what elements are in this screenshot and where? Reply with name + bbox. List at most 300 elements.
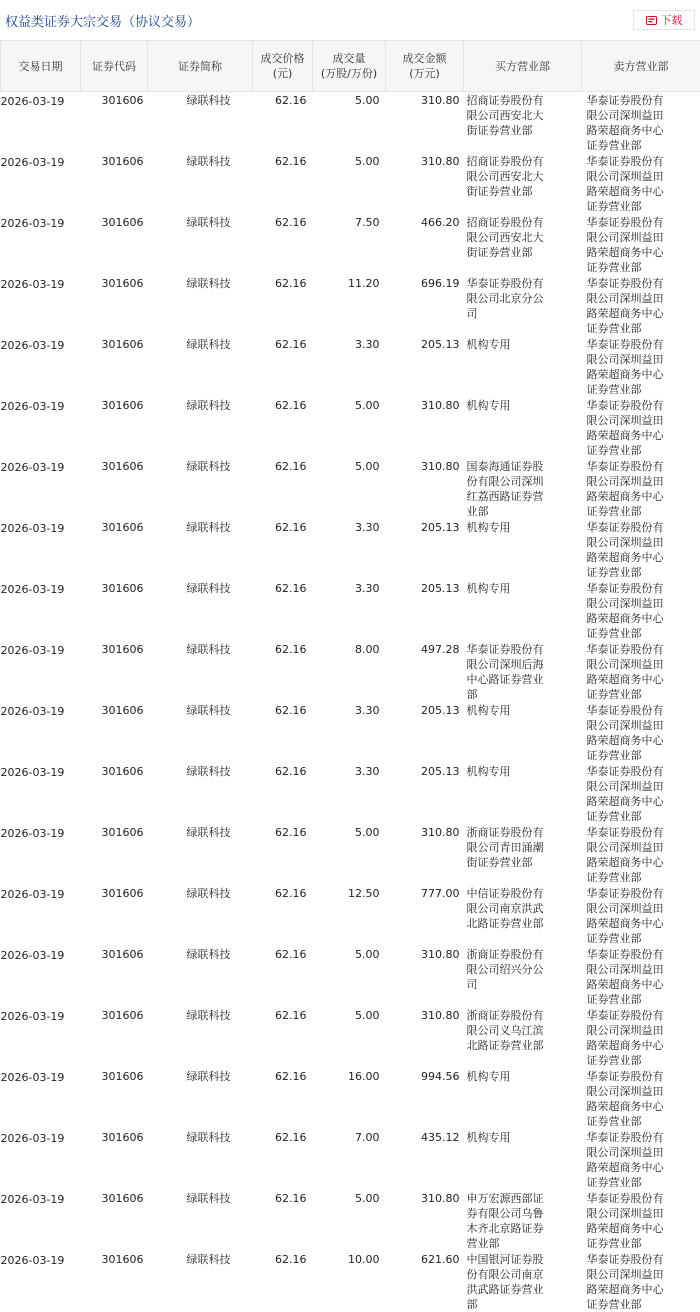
cell-price-text: 62.16: [253, 336, 307, 352]
cell-buyer-text: 机构专用: [467, 580, 552, 596]
table-row: [1, 946, 700, 1007]
cell-code: [81, 214, 148, 275]
cell-code-text: 301606: [81, 946, 144, 962]
cell-seller: [582, 702, 700, 763]
cell-amount-text: 205.13: [386, 702, 460, 718]
cell-date-text: 2026-03-19: [1, 825, 81, 841]
cell-price: [253, 1129, 313, 1190]
cell-buyer-text: 机构专用: [467, 702, 552, 718]
cell-price: [253, 397, 313, 458]
cell-date: [1, 1251, 81, 1312]
cell-amount-text: 435.12: [386, 1129, 460, 1145]
cell-code: [81, 580, 148, 641]
cell-price-text: 62.16: [253, 885, 307, 901]
cell-code-text: 301606: [81, 397, 144, 413]
cell-volume-text: 5.00: [313, 824, 380, 840]
cell-amount: [386, 946, 464, 1007]
table-row: [1, 519, 700, 580]
cell-name-text: 绿联科技: [148, 458, 231, 474]
cell-buyer: [464, 1129, 582, 1190]
table-row: [1, 275, 700, 336]
cell-seller-text: 华泰证券股份有限公司深圳益田路荣超商务中心证券营业部: [587, 519, 672, 580]
cell-code: [81, 92, 148, 154]
cell-code: [81, 702, 148, 763]
cell-price: [253, 885, 313, 946]
table-row: [1, 1129, 700, 1190]
cell-buyer-text: 招商证券股份有限公司西安北大街证券营业部: [467, 214, 552, 260]
cell-name: [148, 702, 253, 763]
cell-price-text: 62.16: [253, 763, 307, 779]
cell-date: [1, 1007, 81, 1068]
cell-price: [253, 92, 313, 154]
cell-volume: [313, 397, 386, 458]
cell-code: [81, 824, 148, 885]
table-row: [1, 702, 700, 763]
cell-volume: [313, 458, 386, 519]
cell-seller: [582, 1251, 700, 1312]
cell-name: [148, 946, 253, 1007]
cell-seller: [582, 946, 700, 1007]
cell-date-text: 2026-03-19: [1, 581, 81, 597]
cell-seller: [582, 458, 700, 519]
cell-code-text: 301606: [81, 153, 144, 169]
cell-name-text: 绿联科技: [148, 763, 231, 779]
cell-buyer: [464, 1251, 582, 1312]
cell-volume: [313, 1129, 386, 1190]
cell-amount: [386, 1251, 464, 1312]
cell-amount: [386, 336, 464, 397]
cell-price: [253, 1190, 313, 1251]
cell-date: [1, 763, 81, 824]
cell-code-text: 301606: [81, 702, 144, 718]
cell-name: [148, 763, 253, 824]
cell-date-text: 2026-03-19: [1, 642, 81, 658]
cell-amount-text: 310.80: [386, 153, 460, 169]
cell-date: [1, 702, 81, 763]
cell-price-text: 62.16: [253, 153, 307, 169]
table-row: [1, 153, 700, 214]
cell-amount-text: 621.60: [386, 1251, 460, 1267]
cell-name-text: 绿联科技: [148, 214, 231, 230]
cell-name-text: 绿联科技: [148, 336, 231, 352]
cell-seller-text: 华泰证券股份有限公司深圳益田路荣超商务中心证券营业部: [587, 641, 672, 702]
cell-code-text: 301606: [81, 1007, 144, 1023]
cell-price-text: 62.16: [253, 275, 307, 291]
cell-name-text: 绿联科技: [148, 885, 231, 901]
cell-amount-text: 310.80: [386, 92, 460, 108]
cell-amount: [386, 214, 464, 275]
cell-code: [81, 1190, 148, 1251]
cell-date-text: 2026-03-19: [1, 154, 81, 170]
cell-name-text: 绿联科技: [148, 641, 231, 657]
cell-amount: [386, 397, 464, 458]
cell-price: [253, 580, 313, 641]
cell-amount-text: 994.56: [386, 1068, 460, 1084]
cell-volume-text: 3.30: [313, 336, 380, 352]
cell-volume-text: 7.00: [313, 1129, 380, 1145]
cell-code: [81, 885, 148, 946]
cell-date: [1, 397, 81, 458]
cell-seller-text: 华泰证券股份有限公司深圳益田路荣超商务中心证券营业部: [587, 1190, 672, 1251]
cell-price: [253, 641, 313, 702]
cell-seller: [582, 1190, 700, 1251]
cell-buyer-text: 机构专用: [467, 763, 552, 779]
cell-name-text: 绿联科技: [148, 824, 231, 840]
cell-amount: [386, 1007, 464, 1068]
cell-amount: [386, 458, 464, 519]
cell-date-text: 2026-03-19: [1, 1191, 81, 1207]
cell-seller-text: 华泰证券股份有限公司深圳益田路荣超商务中心证券营业部: [587, 824, 672, 885]
table-row: [1, 763, 700, 824]
cell-code-text: 301606: [81, 1068, 144, 1084]
cell-volume-text: 5.00: [313, 946, 380, 962]
cell-buyer: [464, 580, 582, 641]
cell-volume: [313, 702, 386, 763]
section-header: [0, 0, 700, 38]
cell-volume-text: 5.00: [313, 1007, 380, 1023]
cell-seller-text: 华泰证券股份有限公司深圳益田路荣超商务中心证券营业部: [587, 92, 672, 153]
cell-name: [148, 885, 253, 946]
cell-name: [148, 214, 253, 275]
cell-code-text: 301606: [81, 336, 144, 352]
table-row: [1, 824, 700, 885]
cell-code: [81, 1251, 148, 1312]
cell-price-text: 62.16: [253, 397, 307, 413]
cell-amount: [386, 885, 464, 946]
cell-price-text: 62.16: [253, 1251, 307, 1267]
cell-code-text: 301606: [81, 763, 144, 779]
cell-amount: [386, 1068, 464, 1129]
table-row: [1, 885, 700, 946]
cell-code: [81, 1007, 148, 1068]
cell-name-text: 绿联科技: [148, 946, 231, 962]
header-row: [1, 41, 700, 92]
cell-seller-text: 华泰证券股份有限公司深圳益田路荣超商务中心证券营业部: [587, 1129, 672, 1190]
cell-date: [1, 946, 81, 1007]
cell-amount-text: 777.00: [386, 885, 460, 901]
cell-date-text: 2026-03-19: [1, 1130, 81, 1146]
cell-name: [148, 458, 253, 519]
cell-volume: [313, 153, 386, 214]
cell-volume: [313, 1007, 386, 1068]
table-header: [1, 41, 700, 92]
cell-volume: [313, 275, 386, 336]
cell-seller-text: 华泰证券股份有限公司深圳益田路荣超商务中心证券营业部: [587, 1068, 672, 1129]
cell-buyer-text: 招商证券股份有限公司西安北大街证券营业部: [467, 92, 552, 138]
cell-buyer: [464, 1007, 582, 1068]
cell-seller-text: 华泰证券股份有限公司深圳益田路荣超商务中心证券营业部: [587, 885, 672, 946]
cell-price-text: 62.16: [253, 92, 307, 108]
cell-volume: [313, 519, 386, 580]
cell-seller: [582, 397, 700, 458]
cell-code-text: 301606: [81, 824, 144, 840]
cell-code-text: 301606: [81, 214, 144, 230]
cell-seller-text: 华泰证券股份有限公司深圳益田路荣超商务中心证券营业部: [587, 1007, 672, 1068]
cell-buyer: [464, 763, 582, 824]
cell-name-text: 绿联科技: [148, 1007, 231, 1023]
cell-buyer-text: 机构专用: [467, 519, 552, 535]
cell-buyer: [464, 336, 582, 397]
cell-date-text: 2026-03-19: [1, 764, 81, 780]
cell-price: [253, 458, 313, 519]
cell-seller-text: 华泰证券股份有限公司深圳益田路荣超商务中心证券营业部: [587, 214, 672, 275]
cell-amount-text: 310.80: [386, 397, 460, 413]
cell-buyer-text: 中信证券股份有限公司南京洪武北路证券营业部: [467, 885, 552, 931]
page-title: 权益类证券大宗交易（协议交易）: [5, 11, 200, 30]
cell-seller-text: 华泰证券股份有限公司深圳益田路荣超商务中心证券营业部: [587, 580, 672, 641]
cell-price-text: 62.16: [253, 1007, 307, 1023]
cell-date: [1, 458, 81, 519]
cell-seller: [582, 214, 700, 275]
cell-buyer: [464, 885, 582, 946]
cell-buyer: [464, 153, 582, 214]
cell-price: [253, 702, 313, 763]
table-row: [1, 1007, 700, 1068]
table-row: [1, 92, 700, 154]
cell-seller: [582, 763, 700, 824]
cell-price-text: 62.16: [253, 519, 307, 535]
cell-volume: [313, 824, 386, 885]
cell-name-text: 绿联科技: [148, 275, 231, 291]
cell-code: [81, 946, 148, 1007]
cell-date: [1, 580, 81, 641]
cell-date: [1, 214, 81, 275]
cell-code: [81, 458, 148, 519]
cell-name-text: 绿联科技: [148, 92, 231, 108]
cell-date: [1, 153, 81, 214]
table-row: [1, 580, 700, 641]
cell-buyer: [464, 641, 582, 702]
cell-seller-text: 华泰证券股份有限公司深圳益田路荣超商务中心证券营业部: [587, 458, 672, 519]
cell-code: [81, 336, 148, 397]
cell-date-text: 2026-03-19: [1, 93, 81, 109]
cell-seller: [582, 92, 700, 154]
cell-price: [253, 153, 313, 214]
table-body: [1, 92, 700, 1312]
cell-code: [81, 275, 148, 336]
cell-amount-text: 466.20: [386, 214, 460, 230]
cell-code-text: 301606: [81, 1190, 144, 1206]
cell-seller: [582, 1068, 700, 1129]
cell-name: [148, 1190, 253, 1251]
cell-price-text: 62.16: [253, 580, 307, 596]
cell-buyer: [464, 519, 582, 580]
cell-date-text: 2026-03-19: [1, 1069, 81, 1085]
table-row: [1, 397, 700, 458]
cell-volume-text: 3.30: [313, 702, 380, 718]
cell-volume-text: 11.20: [313, 275, 380, 291]
cell-amount-text: 310.80: [386, 1190, 460, 1206]
cell-date: [1, 641, 81, 702]
cell-amount-text: 205.13: [386, 336, 460, 352]
cell-volume-text: 12.50: [313, 885, 380, 901]
cell-buyer: [464, 824, 582, 885]
cell-price-text: 62.16: [253, 458, 307, 474]
cell-date: [1, 824, 81, 885]
cell-volume-text: 3.30: [313, 519, 380, 535]
cell-volume-text: 5.00: [313, 1190, 380, 1206]
cell-volume: [313, 641, 386, 702]
cell-buyer: [464, 1190, 582, 1251]
cell-name-text: 绿联科技: [148, 1068, 231, 1084]
table-row: [1, 1190, 700, 1251]
download-label: 下载: [661, 12, 683, 28]
cell-code: [81, 397, 148, 458]
column-header-price: 成交价格 (元): [253, 41, 313, 92]
cell-buyer: [464, 275, 582, 336]
table-row: [1, 1068, 700, 1129]
cell-amount: [386, 1129, 464, 1190]
cell-code-text: 301606: [81, 275, 144, 291]
cell-date-text: 2026-03-19: [1, 276, 81, 292]
cell-price-text: 62.16: [253, 1129, 307, 1145]
cell-price: [253, 214, 313, 275]
cell-name-text: 绿联科技: [148, 519, 231, 535]
column-header-amount: 成交金额 (万元): [386, 41, 464, 92]
cell-seller: [582, 641, 700, 702]
cell-date-text: 2026-03-19: [1, 947, 81, 963]
cell-amount-text: 205.13: [386, 519, 460, 535]
table-row: [1, 641, 700, 702]
cell-amount-text: 497.28: [386, 641, 460, 657]
cell-volume-text: 5.00: [313, 397, 380, 413]
cell-volume-text: 5.00: [313, 153, 380, 169]
cell-volume: [313, 580, 386, 641]
block-trade-table: [0, 40, 700, 1312]
cell-name: [148, 336, 253, 397]
cell-name: [148, 519, 253, 580]
cell-buyer-text: 中国银河证券股份有限公司南京洪武路证券营业部: [467, 1251, 552, 1312]
cell-name: [148, 641, 253, 702]
table-row: [1, 336, 700, 397]
cell-volume-text: 3.30: [313, 763, 380, 779]
cell-name: [148, 153, 253, 214]
cell-buyer: [464, 214, 582, 275]
cell-seller-text: 华泰证券股份有限公司深圳益田路荣超商务中心证券营业部: [587, 1251, 672, 1312]
cell-buyer-text: 浙商证券股份有限公司青田涌潮街证券营业部: [467, 824, 552, 870]
cell-price: [253, 946, 313, 1007]
cell-date-text: 2026-03-19: [1, 520, 81, 536]
cell-date: [1, 1190, 81, 1251]
cell-code: [81, 153, 148, 214]
cell-seller-text: 华泰证券股份有限公司深圳益田路荣超商务中心证券营业部: [587, 946, 672, 1007]
cell-volume: [313, 763, 386, 824]
cell-amount-text: 310.80: [386, 824, 460, 840]
cell-date: [1, 275, 81, 336]
cell-price-text: 62.16: [253, 824, 307, 840]
cell-buyer-text: 国泰海通证券股份有限公司深圳红荔西路证券营业部: [467, 458, 552, 519]
cell-buyer-text: 招商证券股份有限公司西安北大街证券营业部: [467, 153, 552, 199]
cell-date: [1, 336, 81, 397]
cell-date-text: 2026-03-19: [1, 1252, 81, 1268]
column-header-buyer: 买方营业部: [464, 41, 582, 92]
cell-code: [81, 1068, 148, 1129]
cell-code-text: 301606: [81, 1129, 144, 1145]
cell-amount: [386, 92, 464, 154]
cell-amount-text: 310.80: [386, 946, 460, 962]
cell-buyer-text: 机构专用: [467, 1068, 552, 1084]
cell-seller: [582, 275, 700, 336]
cell-code-text: 301606: [81, 580, 144, 596]
cell-buyer-text: 华泰证券股份有限公司北京分公司: [467, 275, 552, 321]
cell-volume: [313, 946, 386, 1007]
cell-seller-text: 华泰证券股份有限公司深圳益田路荣超商务中心证券营业部: [587, 397, 672, 458]
cell-amount-text: 696.19: [386, 275, 460, 291]
cell-buyer-text: 申万宏源西部证券有限公司乌鲁木齐北京路证券营业部: [467, 1190, 552, 1251]
cell-volume-text: 7.50: [313, 214, 380, 230]
cell-code-text: 301606: [81, 1251, 144, 1267]
cell-amount: [386, 1190, 464, 1251]
cell-name: [148, 1007, 253, 1068]
cell-price-text: 62.16: [253, 1068, 307, 1084]
cell-buyer: [464, 1068, 582, 1129]
cell-price: [253, 336, 313, 397]
cell-price-text: 62.16: [253, 641, 307, 657]
cell-price-text: 62.16: [253, 946, 307, 962]
cell-date-text: 2026-03-19: [1, 459, 81, 475]
cell-amount: [386, 641, 464, 702]
cell-volume: [313, 885, 386, 946]
cell-date: [1, 1068, 81, 1129]
cell-code-text: 301606: [81, 641, 144, 657]
cell-name-text: 绿联科技: [148, 153, 231, 169]
cell-date: [1, 92, 81, 154]
cell-price: [253, 275, 313, 336]
cell-seller: [582, 153, 700, 214]
cell-seller-text: 华泰证券股份有限公司深圳益田路荣超商务中心证券营业部: [587, 336, 672, 397]
cell-seller: [582, 885, 700, 946]
cell-date: [1, 885, 81, 946]
cell-amount: [386, 519, 464, 580]
cell-date-text: 2026-03-19: [1, 886, 81, 902]
download-button[interactable]: [633, 10, 695, 30]
cell-price: [253, 1068, 313, 1129]
cell-buyer: [464, 702, 582, 763]
cell-buyer-text: 华泰证券股份有限公司深圳后海中心路证券营业部: [467, 641, 552, 702]
cell-price: [253, 519, 313, 580]
cell-date-text: 2026-03-19: [1, 703, 81, 719]
cell-price: [253, 763, 313, 824]
cell-buyer: [464, 458, 582, 519]
cell-seller: [582, 580, 700, 641]
cell-volume: [313, 214, 386, 275]
cell-name: [148, 824, 253, 885]
cell-date: [1, 519, 81, 580]
cell-seller: [582, 336, 700, 397]
cell-code: [81, 763, 148, 824]
cell-amount: [386, 824, 464, 885]
cell-volume: [313, 1190, 386, 1251]
cell-name: [148, 397, 253, 458]
download-icon: [646, 16, 657, 25]
cell-buyer-text: 浙商证券股份有限公司绍兴分公司: [467, 946, 552, 992]
cell-amount-text: 205.13: [386, 580, 460, 596]
cell-name: [148, 275, 253, 336]
cell-code-text: 301606: [81, 519, 144, 535]
column-header-date: 交易日期: [1, 41, 81, 92]
cell-volume: [313, 336, 386, 397]
cell-buyer: [464, 397, 582, 458]
cell-name-text: 绿联科技: [148, 397, 231, 413]
cell-amount: [386, 702, 464, 763]
cell-buyer-text: 机构专用: [467, 1129, 552, 1145]
cell-volume-text: 3.30: [313, 580, 380, 596]
cell-volume-text: 5.00: [313, 458, 380, 474]
cell-amount-text: 205.13: [386, 763, 460, 779]
cell-name-text: 绿联科技: [148, 1251, 231, 1267]
cell-seller-text: 华泰证券股份有限公司深圳益田路荣超商务中心证券营业部: [587, 763, 672, 824]
cell-code-text: 301606: [81, 458, 144, 474]
